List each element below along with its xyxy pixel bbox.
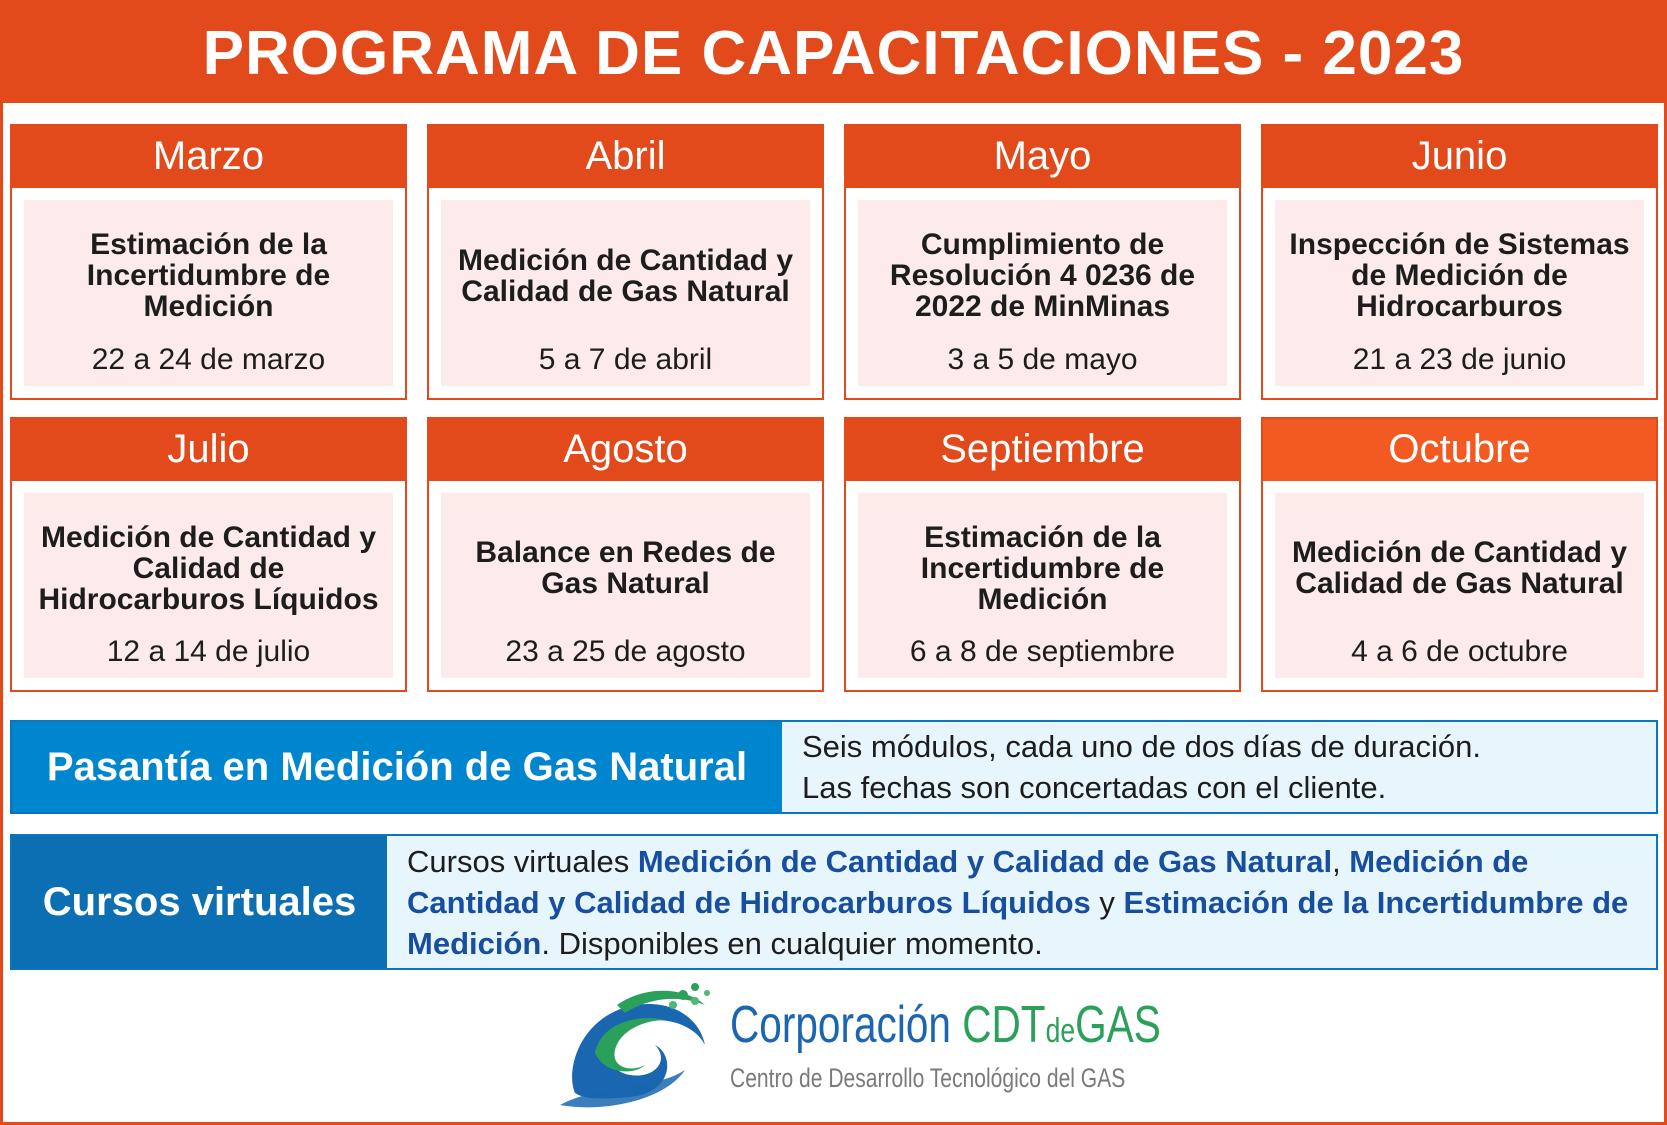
virtual-course-2: Medición de Cantidad y Calidad de Hidrocarburos Líquidos — [407, 843, 1529, 920]
virtual-separator-2: y — [1090, 884, 1124, 920]
logo-name-prefix: Corporación — [730, 996, 963, 1054]
logo-subtitle: Centro de Desarrollo Tecnológico del GAS — [730, 1063, 1126, 1093]
card-course: Balance en Redes de Gas Natural — [475, 536, 776, 601]
schedule-card-septiembre — [844, 417, 1241, 693]
internship-line-1: Seis módulos, cada uno de dos días de duración. — [802, 729, 1482, 764]
card-month: Junio — [1263, 126, 1656, 188]
schedule-card-octubre — [1261, 417, 1658, 693]
card-body — [441, 493, 810, 679]
internship-banner — [10, 720, 1658, 814]
internship-line-2: Las fechas son concertadas con el cliente. — [802, 770, 1387, 805]
card-body — [441, 200, 810, 386]
card-body — [858, 493, 1227, 679]
card-body — [1275, 200, 1644, 386]
virtual-courses-banner — [10, 834, 1658, 970]
card-body — [858, 200, 1227, 386]
schedule-card-marzo — [10, 124, 407, 400]
card-month: Mayo — [846, 126, 1239, 188]
schedule-card-junio — [1261, 124, 1658, 400]
card-dates: 6 a 8 de septiembre — [909, 635, 1176, 668]
schedule-card-mayo — [844, 124, 1241, 400]
logo-name — [730, 995, 1161, 1055]
card-month: Agosto — [429, 419, 822, 481]
card-month: Septiembre — [846, 419, 1239, 481]
virtual-separator-1: , — [1332, 843, 1350, 879]
card-month: Julio — [12, 419, 405, 481]
card-dates: 3 a 5 de mayo — [947, 342, 1138, 376]
card-body — [24, 493, 393, 679]
card-dates: 21 a 23 de junio — [1352, 342, 1567, 376]
logo-name-de: de — [1045, 1012, 1076, 1050]
card-dates: 5 a 7 de abril — [538, 342, 713, 376]
virtual-courses-paragraph — [407, 841, 1636, 964]
virtual-courses-label: Cursos virtuales — [12, 836, 387, 968]
virtual-course-3: Estimación de la Incertidumbre de Medición — [407, 884, 1629, 961]
card-month: Octubre — [1263, 419, 1656, 481]
card-dates: 12 a 14 de julio — [106, 635, 311, 668]
card-dates: 4 a 6 de octubre — [1351, 635, 1568, 668]
card-course: Cumplimiento de Resolución 4 0236 de 2022 de MinMinas — [889, 228, 1196, 324]
virtual-outro: . Disponibles en cualquier momento. — [541, 925, 1043, 961]
schedule-card-abril — [427, 124, 824, 400]
schedule-card-julio — [10, 417, 407, 693]
virtual-courses-description — [387, 836, 1656, 968]
page-title: PROGRAMA DE CAPACITACIONES - 2023 — [0, 0, 1667, 103]
card-month: Abril — [429, 126, 822, 188]
card-course: Medición de Cantidad y Calidad de Gas Natural — [1291, 536, 1628, 601]
card-dates: 23 a 25 de agosto — [505, 635, 746, 668]
card-course: Estimación de la Incertidumbre de Medición — [86, 228, 331, 324]
card-course: Estimación de la Incertidumbre de Medición — [920, 520, 1165, 616]
swirl-logo-icon — [555, 975, 725, 1115]
virtual-course-1: Medición de Cantidad y Calidad de Gas Natural — [637, 843, 1333, 879]
virtual-intro: Cursos virtuales — [407, 843, 638, 879]
schedule-grid — [10, 124, 1658, 692]
logo-name-cdt: CDT — [962, 996, 1046, 1054]
schedule-card-agosto — [427, 417, 824, 693]
internship-description — [782, 722, 1656, 812]
card-course: Medición de Cantidad y Calidad de Hidrocarburos Líquidos — [38, 520, 379, 616]
card-course: Inspección de Sistemas de Medición de Hidrocarburos — [1289, 228, 1630, 324]
card-body — [1275, 493, 1644, 679]
card-dates: 22 a 24 de marzo — [91, 342, 326, 376]
internship-label: Pasantía en Medición de Gas Natural — [12, 722, 782, 812]
logo-name-gas: GAS — [1075, 996, 1161, 1054]
corporacion-cdt-de-gas-logo — [555, 975, 1161, 1115]
card-month: Marzo — [12, 126, 405, 188]
card-course: Medición de Cantidad y Calidad de Gas Natural — [457, 243, 794, 308]
card-body — [24, 200, 393, 386]
